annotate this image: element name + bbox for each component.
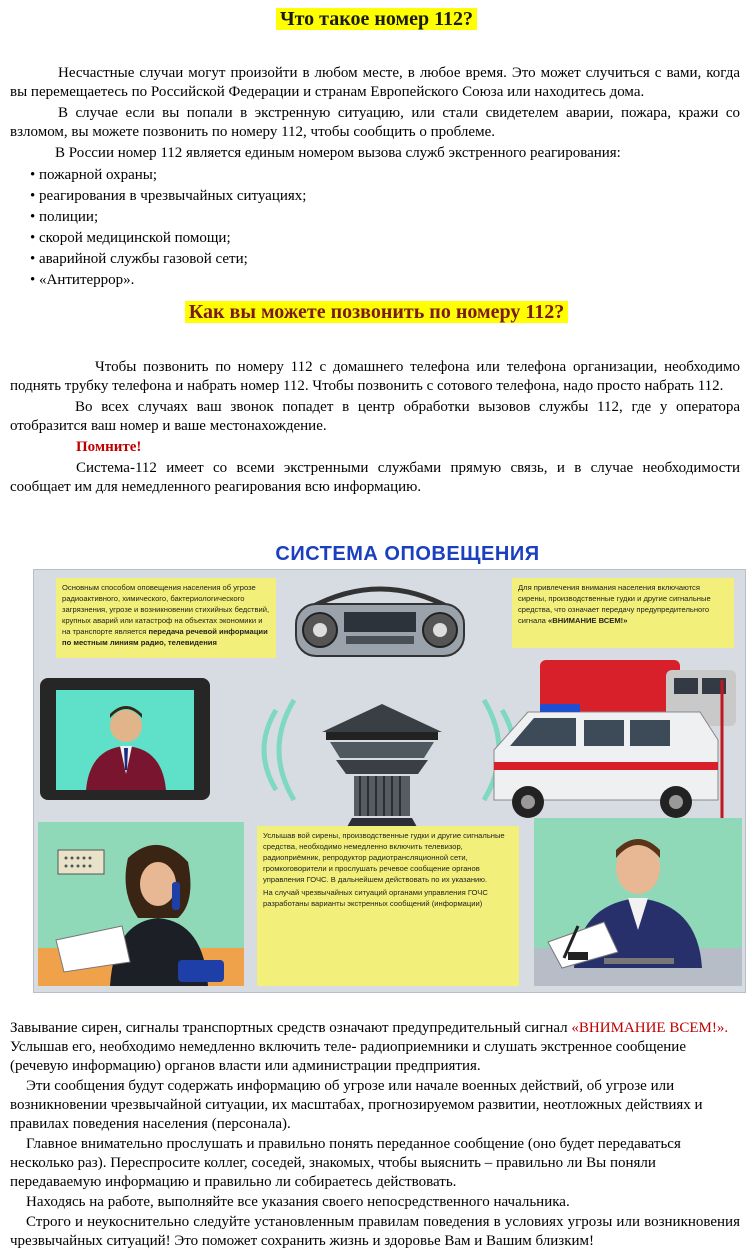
section1-paragraph-2: В случае если вы попали в экстренную ситуацию, или стали свидетелем аварии, пожара, кражи со взломом, вы можете позвонить по номеру 112, чтобы сообщить о проблеме. [10, 105, 740, 140]
services-list [30, 165, 740, 291]
section3-paragraph-1-end: Услышав его, необходимо немедленно включить теле- радиоприемники и слушать экстренное сообщение (речевую информацию) органов власти или администрации предприятия. [10, 1039, 686, 1074]
section3-body [10, 1019, 740, 1251]
remember-note [76, 438, 740, 457]
radio-receiver-icon [290, 578, 470, 664]
poster-info-right-bold: «ВНИМАНИЕ ВСЕМ!» [548, 616, 628, 625]
list-item: • реагирования в чрезвычайных ситуациях; [30, 186, 740, 207]
list-item: • аварийной службы газовой сети; [30, 249, 740, 270]
section1-paragraph-1: Несчастные случаи могут произойти в любом месте, в любое время. Это может случиться с вами, когда вы перемещаетесь по Российской Федерации и странам Европейского Союза или находитесь дома. [10, 65, 740, 100]
section2-paragraph-2: Во всех случаях ваш звонок попадет в центр обработки вызовов службы 112, где у оператора отобразится ваш номер и ваше местонахождение. [10, 399, 740, 434]
section1-paragraph-3: В России номер 112 является единым номером вызова служб экстренного реагирования: [55, 145, 621, 161]
section2-paragraph-1: Чтобы позвонить по номеру 112 с домашнего телефона или телефона организации, необходимо поднять трубку телефона и набрать номер 112. Чтобы позвонить с сотового телефона, надо просто набрать 112. [10, 359, 740, 394]
section1-heading: Что такое номер 112? [276, 8, 477, 30]
emergency-vehicles-icon [480, 650, 742, 830]
poster-info-left-text: Основным способом оповещения населения об угрозе радиоактивного, химического, бактериологического загрязнения, угрозе и возникновении стихийных бедствий, крупных аварий или катастроф на объектах экономики и на транспорте является [62, 583, 270, 636]
section1-body [10, 64, 740, 291]
poster-info-box-bottom [257, 826, 519, 986]
poster-info-right-text: Для привлечения внимания населения включаются сирены, производственные гудки и другие сигнальные средства, что означает передачу предупредительного сигнала [518, 583, 711, 625]
section3-paragraph-3: Главное внимательно прослушать и правильно понять переданное сообщение (оно будет передаваться несколько раз). Переспросите коллег, соседей, знакомых, чтобы выяснить – правильно ли Вы поняли передаваемую информацию и правильно ли собираетесь действовать. [10, 1136, 681, 1190]
poster-info-left-bold: передача речевой информации по местным линиям радио, телевидения [62, 627, 268, 647]
announcer-with-microphone-icon [534, 818, 742, 986]
section3-paragraph-1-start: Завывание сирен, сигналы транспортных средств означают предупредительный сигнал [10, 1020, 568, 1036]
list-item: • полиции; [30, 207, 740, 228]
phone-operator-panel [38, 822, 244, 986]
section2-body [10, 358, 740, 497]
woman-on-phone-icon [38, 822, 244, 986]
section2-heading-wrap [0, 301, 753, 324]
poster-info-box-left [56, 578, 276, 658]
section3-paragraph-1 [10, 1019, 740, 1076]
list-item: • скорой медицинской помощи; [30, 228, 740, 249]
list-item: • «Антитеррор». [30, 270, 740, 291]
attention-all-signal: «ВНИМАНИЕ ВСЕМ!». [571, 1020, 729, 1036]
remember-label: Помните! [76, 439, 142, 455]
section2-heading: Как вы можете позвонить по номеру 112? [185, 301, 568, 323]
television-icon [38, 670, 218, 802]
warning-system-poster [33, 569, 746, 993]
section2-paragraph-3: Система-112 имеет со всеми экстренными службами прямую связь, и в случае необходимости сообщает им для немедленного реагирования всю информацию. [10, 460, 740, 495]
section1-heading-wrap [0, 8, 753, 31]
poster-info-box-right [512, 578, 734, 648]
section3-paragraph-4: Находясь на работе, выполняйте все указания своего непосредственного начальника. [26, 1194, 570, 1210]
section3-paragraph-2: Эти сообщения будут содержать информацию об угрозе или начале военных действий, об угрозе или возникновении чрезвычайной ситуации, их масштабах, прогнозируемом развитии, неотложных действиях и правилах поведения населения (персонала). [10, 1078, 703, 1132]
poster-title: СИСТЕМА ОПОВЕЩЕНИЯ [275, 543, 540, 565]
section3-paragraph-5: Строго и неукоснительно следуйте установленным правилам поведения в условиях угрозы или возникновения чрезвычайных ситуаций! Это поможет сохранить жизнь и здоровье Вам и Вашим близким! [10, 1214, 740, 1249]
poster-info-bottom-text-1: Услышав вой сирены, производственные гудки и другие сигнальные средства, необходимо немедленно включить телевизор, радиоприёмник, репродуктор радиотрансляционной сети, громкоговорители и прослушать речевое сообщение органов управления ГОЧС. В дальнейшем действовать по их указанию. [263, 831, 505, 884]
poster-info-bottom-text-2: На случай чрезвычайных ситуаций органами управления ГОЧС разработаны варианты экстренных сообщений (информации) [263, 888, 488, 908]
list-item: • пожарной охраны; [30, 165, 740, 186]
announcer-panel [534, 818, 742, 986]
